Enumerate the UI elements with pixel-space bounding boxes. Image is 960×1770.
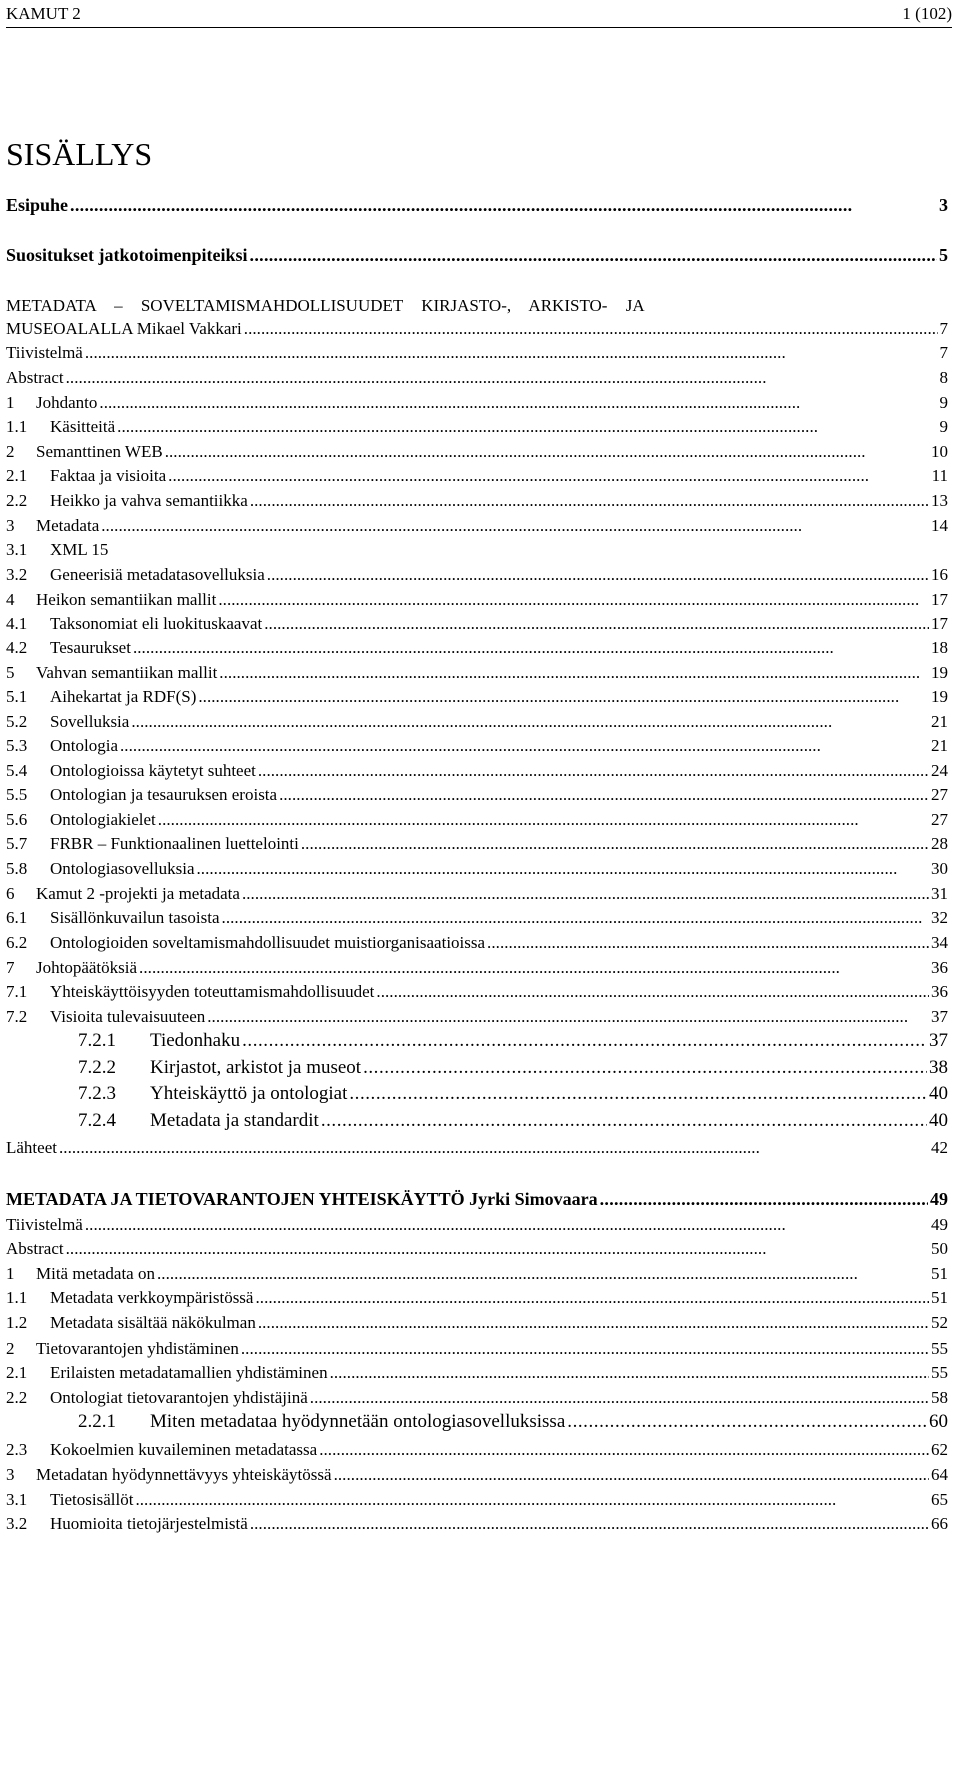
toc-entry-number: 6.2 <box>6 933 28 952</box>
dot-leader <box>258 1312 929 1334</box>
toc-entry-number: 5.2 <box>6 712 28 731</box>
toc-entry-title: Lähteet <box>6 1138 57 1157</box>
toc-entry[interactable] <box>6 342 948 364</box>
toc-entry-title: Tietovarantojen yhdistäminen <box>36 1339 239 1358</box>
toc-entry[interactable] <box>6 637 948 659</box>
toc-entry-title: Ontologioiden soveltamismahdollisuudet muistiorganisaatioissa <box>50 933 486 952</box>
toc-entry-title: Tietosisällöt <box>50 1490 134 1509</box>
toc-entry-title: Geneerisiä metadatasovelluksia <box>50 565 265 584</box>
toc-entry-page: 27 <box>931 785 948 804</box>
dot-leader <box>250 1513 929 1535</box>
toc-entry-number: 1.1 <box>6 1288 28 1307</box>
toc-entry-title: Johdanto <box>36 393 98 412</box>
toc-entry[interactable] <box>6 564 948 586</box>
toc-entry-page: 14 <box>931 516 948 535</box>
toc-entry-page: 52 <box>931 1313 948 1332</box>
toc-entry-number: 2.2 <box>6 491 28 510</box>
toc-entry-title: Ontologia <box>50 736 118 755</box>
toc-entry-title: Faktaa ja visioita <box>50 466 167 485</box>
toc-entry-title: METADATA – SOVELTAMISMAHDOLLISUUDET KIRJASTO-, ARKISTO- JA <box>6 296 645 315</box>
dot-leader <box>207 1006 929 1028</box>
toc-entry-page: 28 <box>931 834 948 853</box>
dot-leader <box>120 735 929 757</box>
dot-leader <box>310 1387 929 1409</box>
toc-entry-title: Metadata sisältää näkökulman <box>50 1313 256 1332</box>
toc-entry[interactable] <box>6 613 948 635</box>
toc-entry-title: Kirjastot, arkistot ja museot <box>150 1057 362 1078</box>
toc-entry-title: Heikko ja vahva semantiikka <box>50 491 248 510</box>
toc-entry-title: Vahvan semantiikan mallit <box>36 663 218 682</box>
toc-entry-page: 5 <box>939 245 948 265</box>
dot-leader <box>219 662 929 684</box>
dot-leader <box>218 589 929 611</box>
toc-entry-number: 2 <box>6 442 15 461</box>
toc-entry-title: Suositukset jatkotoimenpiteiksi <box>6 245 248 265</box>
toc-entry[interactable] <box>6 539 948 561</box>
toc-entry-title: Aihekartat ja RDF(S) <box>50 687 197 706</box>
toc-entry[interactable] <box>6 833 948 855</box>
toc-entry-number: 5.7 <box>6 834 28 853</box>
toc-entry-number: 3.2 <box>6 565 28 584</box>
toc-entry-title: Mitä metadata on <box>36 1264 155 1283</box>
toc-entry[interactable] <box>6 686 948 708</box>
toc-entry-page: 7 <box>939 343 948 362</box>
toc-entry-page: 65 <box>931 1490 948 1509</box>
toc-entry[interactable] <box>6 957 948 979</box>
dot-leader <box>135 1489 929 1511</box>
toc-entry-title: Ontologiakielet <box>50 810 156 829</box>
toc-entry-page: 55 <box>931 1363 948 1382</box>
toc-entry-page: 10 <box>931 442 948 461</box>
toc-entry-title: Johtopäätöksiä <box>36 958 138 977</box>
toc-entry[interactable] <box>6 1214 948 1236</box>
dot-leader <box>222 907 929 929</box>
toc-entry-page: 21 <box>931 736 948 755</box>
dot-leader <box>131 711 929 733</box>
toc-entry-page: 36 <box>931 982 948 1001</box>
dot-leader <box>363 1057 927 1079</box>
toc-entry-title: Semanttinen WEB <box>36 442 163 461</box>
toc-entry[interactable] <box>6 1030 948 1052</box>
toc-entry-title: Metadata verkkoympäristössä <box>50 1288 254 1307</box>
toc-entry-title: Abstract <box>6 368 64 387</box>
toc-entry-page: 42 <box>931 1138 948 1157</box>
toc-entry-title: METADATA JA TIETOVARANTOJEN YHTEISKÄYTTÖ Jyrki Simovaara <box>6 1189 598 1209</box>
toc-entry[interactable] <box>6 441 948 463</box>
toc-entry-title: FRBR – Funktionaalinen luettelointi <box>50 834 299 853</box>
toc-entry-number: 5.1 <box>6 687 28 706</box>
toc-entry-title: Metadata ja standardit <box>150 1110 319 1131</box>
toc-entry-page: 34 <box>931 933 948 952</box>
dot-leader <box>279 784 929 806</box>
toc-entry[interactable] <box>6 981 948 1003</box>
dot-leader <box>301 833 929 855</box>
dot-leader <box>101 515 929 537</box>
toc-entry-number: 2.2.1 <box>78 1411 116 1432</box>
dot-leader <box>319 1439 929 1461</box>
toc-entry-number: 6 <box>6 884 15 903</box>
toc-entry[interactable] <box>6 1489 948 1511</box>
dot-leader <box>139 957 929 979</box>
toc-entry-number: 5.6 <box>6 810 28 829</box>
toc-entry[interactable] <box>6 1110 948 1132</box>
dot-leader <box>59 1137 929 1159</box>
dot-leader <box>334 1464 929 1486</box>
toc-entry[interactable] <box>6 416 948 438</box>
header-left: KAMUT 2 <box>6 4 81 23</box>
toc-entry[interactable] <box>6 1439 948 1461</box>
toc-entry-page: 17 <box>931 590 948 609</box>
toc-entry-number: 4 <box>6 590 15 609</box>
toc-entry-page: 21 <box>931 712 948 731</box>
toc-entry-page: 49 <box>930 1189 948 1209</box>
toc-entry-page: 64 <box>931 1465 948 1484</box>
toc-entry[interactable] <box>6 784 948 806</box>
toc-entry-title: Taksonomiat eli luokituskaavat <box>50 614 263 633</box>
toc-entry[interactable] <box>6 194 948 216</box>
toc-entry-page: 40 <box>929 1110 948 1131</box>
toc-entry-page: 66 <box>931 1514 948 1533</box>
dot-leader <box>567 1411 927 1433</box>
toc-entry-page: 8 <box>939 368 948 387</box>
toc-entry-title: Erilaisten metadatamallien yhdistäminen <box>50 1363 328 1382</box>
toc-entry[interactable] <box>6 1057 948 1079</box>
dot-leader <box>244 318 938 340</box>
toc-entry-number: 5.8 <box>6 859 28 878</box>
toc-entry-title: Sisällönkuvailun tasoista <box>50 908 220 927</box>
toc-entry[interactable] <box>6 662 948 684</box>
toc-entry-page: 51 <box>931 1288 948 1307</box>
dot-leader <box>168 465 929 487</box>
toc-entry-number: 5.5 <box>6 785 28 804</box>
toc-entry-title: Ontologiasovelluksia <box>50 859 195 878</box>
dot-leader <box>330 1362 929 1384</box>
toc-entry-title: Yhteiskäyttöisyyden toteuttamismahdollisuudet <box>50 982 375 1001</box>
toc-entry-title: Visioita tulevaisuuteen <box>50 1007 206 1026</box>
toc-entry-number: 5.3 <box>6 736 28 755</box>
toc-entry-page: 55 <box>931 1339 948 1358</box>
toc-entry-page: 9 <box>939 393 948 412</box>
toc-entry[interactable] <box>6 1006 948 1028</box>
toc-entry-number: 4.2 <box>6 638 28 657</box>
toc-entry-page: 36 <box>931 958 948 977</box>
toc-entry-title: Abstract <box>6 1239 64 1258</box>
dot-leader <box>85 1214 929 1236</box>
toc-entry-page: 31 <box>931 884 948 903</box>
toc-entry[interactable] <box>6 589 948 611</box>
dot-leader <box>117 416 937 438</box>
toc-entry[interactable] <box>6 515 948 537</box>
dot-leader <box>600 1188 928 1210</box>
toc-entry-number: 2.1 <box>6 1363 28 1382</box>
dot-leader <box>165 441 929 463</box>
toc-entry-title: Metadatan hyödynnettävyys yhteiskäytössä <box>36 1465 332 1484</box>
toc-entry-title: Kokoelmien kuvaileminen metadatassa <box>50 1440 318 1459</box>
page-header <box>6 2 952 28</box>
toc-entry-title: Kamut 2 -projekti ja metadata <box>36 884 240 903</box>
toc-entry-title: Tesaurukset <box>50 638 131 657</box>
toc-entry-page: 16 <box>931 565 948 584</box>
toc-entry-number: 1.1 <box>6 417 28 436</box>
toc-entry-page: 62 <box>931 1440 948 1459</box>
toc-entry-title: Tiivistelmä <box>6 1215 83 1234</box>
dot-leader <box>70 194 937 216</box>
toc-entry-title: Käsitteitä <box>50 417 116 436</box>
dot-leader <box>349 1083 927 1105</box>
toc-entry-number: 7.2.2 <box>78 1057 116 1078</box>
toc-entry-page: 17 <box>931 614 948 633</box>
toc-entry-number: 5.4 <box>6 761 28 780</box>
toc-entry-number: 7.1 <box>6 982 28 1001</box>
toc-entry[interactable] <box>6 1263 948 1285</box>
toc-entry-page: 7 <box>939 319 948 338</box>
toc-entry-number: 4.1 <box>6 614 28 633</box>
dot-leader <box>196 858 929 880</box>
toc-entry-page: 18 <box>931 638 948 657</box>
toc-entry[interactable] <box>6 932 948 954</box>
toc-entry-number: 7.2.4 <box>78 1110 116 1131</box>
toc-entry-title: Sovelluksia <box>50 712 130 731</box>
toc-entry[interactable] <box>6 809 948 831</box>
toc-entry-title: Metadata <box>36 516 100 535</box>
dot-leader <box>264 613 929 635</box>
toc-entry[interactable] <box>6 1188 948 1210</box>
toc-entry-number: 6.1 <box>6 908 28 927</box>
toc-entry[interactable] <box>6 907 948 929</box>
dot-leader <box>376 981 929 1003</box>
toc-entry-title: Heikon semantiikan mallit <box>36 590 217 609</box>
toc-entry-title: Ontologiat tietovarantojen yhdistäjinä <box>50 1388 308 1407</box>
toc-entry-page: 40 <box>929 1083 948 1104</box>
toc-entry-number: 3 <box>6 516 15 535</box>
page-title: SISÄLLYS <box>6 136 153 173</box>
toc-entry-title: Miten metadataa hyödynnetään ontologiasovelluksissa <box>150 1411 566 1432</box>
toc-entry-title: Huomioita tietojärjestelmistä <box>50 1514 248 1533</box>
toc-entry[interactable] <box>6 858 948 880</box>
toc-entry-page: 49 <box>931 1215 948 1234</box>
toc-entry-page: 13 <box>931 491 948 510</box>
dot-leader <box>487 932 929 954</box>
toc-entry-page: 11 <box>931 466 948 485</box>
toc-entry-page: 37 <box>929 1030 948 1051</box>
toc-entry-number: 1 <box>6 393 15 412</box>
dot-leader <box>157 1263 929 1285</box>
toc-entry-number: 2.1 <box>6 466 28 485</box>
toc-entry[interactable] <box>6 735 948 757</box>
toc-entry-title: Tiedonhaku <box>150 1030 241 1051</box>
dot-leader <box>133 637 929 659</box>
toc-entry[interactable] <box>6 711 948 733</box>
toc-entry-title: MUSEOALALLA Mikael Vakkari <box>6 319 242 338</box>
toc-entry[interactable] <box>6 1338 948 1360</box>
dot-leader <box>99 392 937 414</box>
dot-leader <box>66 1238 929 1260</box>
toc-entry-number: 2.3 <box>6 1440 28 1459</box>
toc-entry[interactable] <box>6 1387 948 1409</box>
toc-entry-page: 27 <box>931 810 948 829</box>
dot-leader <box>158 809 929 831</box>
toc-entry-number: 5 <box>6 663 15 682</box>
toc-entry-number: 3.2 <box>6 1514 28 1533</box>
toc-entry-number: 3 <box>6 1465 15 1484</box>
toc-entry-number: 3.1 <box>6 540 28 559</box>
toc-entry[interactable] <box>6 244 948 266</box>
toc-entry[interactable] <box>6 1238 948 1260</box>
dot-leader <box>241 1338 929 1360</box>
toc-entry-title: Tiivistelmä <box>6 343 83 362</box>
toc-entry-number: 7 <box>6 958 15 977</box>
toc-entry[interactable] <box>6 1287 948 1309</box>
dot-leader <box>198 686 929 708</box>
toc-entry-number: 7.2.1 <box>78 1030 116 1051</box>
toc-entry-title: Esipuhe <box>6 195 69 215</box>
toc-entry-page: 32 <box>931 908 948 927</box>
dot-leader <box>255 1287 929 1309</box>
dot-leader <box>250 490 929 512</box>
toc-entry[interactable] <box>6 883 948 905</box>
toc-entry[interactable] <box>6 490 948 512</box>
toc-entry-number: 2.2 <box>6 1388 28 1407</box>
toc-entry-number: 1 <box>6 1264 15 1283</box>
toc-entry-page: 19 <box>931 687 948 706</box>
dot-leader <box>321 1110 927 1132</box>
toc-entry-number: 7.2.3 <box>78 1083 116 1104</box>
toc-entry-page: 24 <box>931 761 948 780</box>
toc-entry[interactable] <box>6 392 948 414</box>
toc-entry-page: 38 <box>929 1057 948 1078</box>
dot-leader <box>242 1030 927 1052</box>
toc-entry[interactable] <box>6 1312 948 1334</box>
toc-entry-page: 30 <box>931 859 948 878</box>
toc-entry-number: 7.2 <box>6 1007 28 1026</box>
dot-leader <box>66 367 938 389</box>
toc-entry[interactable] <box>6 1083 948 1105</box>
dot-leader <box>250 244 937 266</box>
toc-entry-number: 1.2 <box>6 1313 28 1332</box>
dot-leader <box>267 564 929 586</box>
toc-entry-page: 58 <box>931 1388 948 1407</box>
header-rule <box>6 27 952 28</box>
toc-entry[interactable] <box>6 465 948 487</box>
toc-entry[interactable] <box>6 295 948 317</box>
toc-entry-page: 60 <box>929 1411 948 1432</box>
toc-entry-page: 50 <box>931 1239 948 1258</box>
toc-entry[interactable] <box>6 367 948 389</box>
toc-entry[interactable] <box>6 1411 948 1433</box>
toc-entry-title: XML 15 <box>50 540 109 559</box>
toc-entry-number: 2 <box>6 1339 15 1358</box>
toc-entry-page: 3 <box>939 195 948 215</box>
toc-entry[interactable] <box>6 1513 948 1535</box>
toc-entry[interactable] <box>6 760 948 782</box>
dot-leader <box>258 760 929 782</box>
toc-entry-page: 51 <box>931 1264 948 1283</box>
toc-entry-title: Ontologian ja tesauruksen eroista <box>50 785 278 804</box>
toc-entry-title: Yhteiskäyttö ja ontologiat <box>150 1083 348 1104</box>
toc-entry[interactable] <box>6 1464 948 1486</box>
toc-entry-page: 9 <box>939 417 948 436</box>
toc-entry[interactable] <box>6 1137 948 1159</box>
toc-entry-title: Ontologioissa käytetyt suhteet <box>50 761 256 780</box>
header-page-number: 1 (102) <box>902 4 952 23</box>
toc-entry-number: 3.1 <box>6 1490 28 1509</box>
toc-entry[interactable] <box>6 1362 948 1384</box>
toc-entry-page: 37 <box>931 1007 948 1026</box>
dot-leader <box>242 883 929 905</box>
dot-leader <box>85 342 938 364</box>
toc-entry-page: 19 <box>931 663 948 682</box>
toc-entry[interactable] <box>6 318 948 340</box>
